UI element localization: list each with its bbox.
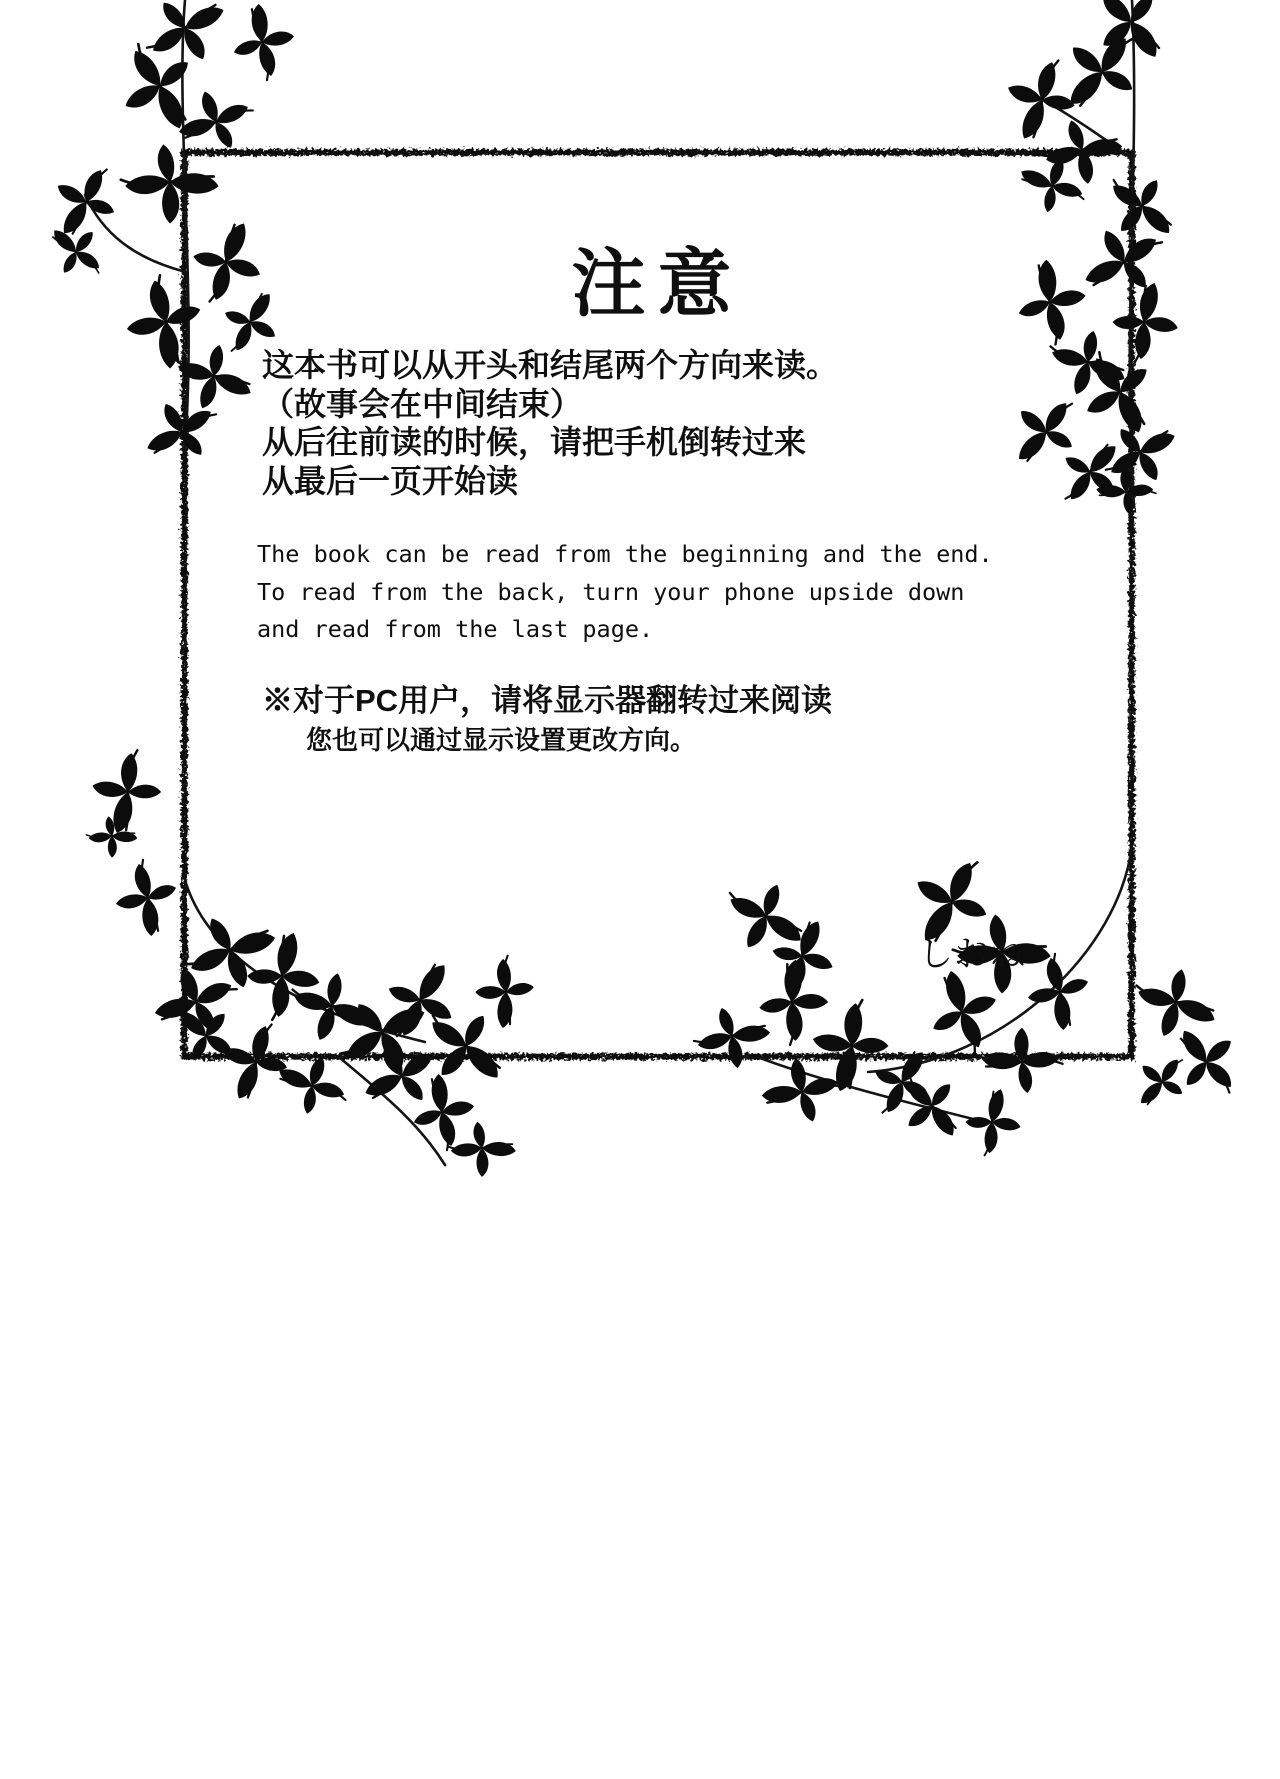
notice-chinese xyxy=(262,346,1102,500)
page-title: 注意 xyxy=(571,242,744,325)
notice-zh-line3: 从后往前读的时候，请把手机倒转过来 xyxy=(262,424,807,460)
notice-en-line3: and read from the last page. xyxy=(257,615,654,644)
notice-english xyxy=(257,536,1237,649)
vine-bottom-center xyxy=(340,952,544,1189)
notice-en-line2: To read from the back, turn your phone upside down xyxy=(257,577,965,606)
notice-zh-line2: （故事会在中间结束） xyxy=(262,385,583,422)
notice-zh-line4: 从最后一页开始读 xyxy=(262,462,519,499)
vine-left-sprig xyxy=(77,745,173,866)
notice-zh-line1: 这本书可以从开头和结尾两个方向来读。 xyxy=(262,347,839,383)
author-signature: しおね xyxy=(918,935,1027,974)
vine-bottom-right xyxy=(691,845,1236,1160)
pc-note-line2: 您也可以通过显示设置更改方向。 xyxy=(306,725,697,755)
notice-en-line1: The book can be read from the beginning and the end. xyxy=(257,540,993,568)
pc-note-line1: ※对于PC用户，请将显示器翻转过来阅读 xyxy=(262,683,833,718)
pc-user-note xyxy=(262,682,1082,757)
